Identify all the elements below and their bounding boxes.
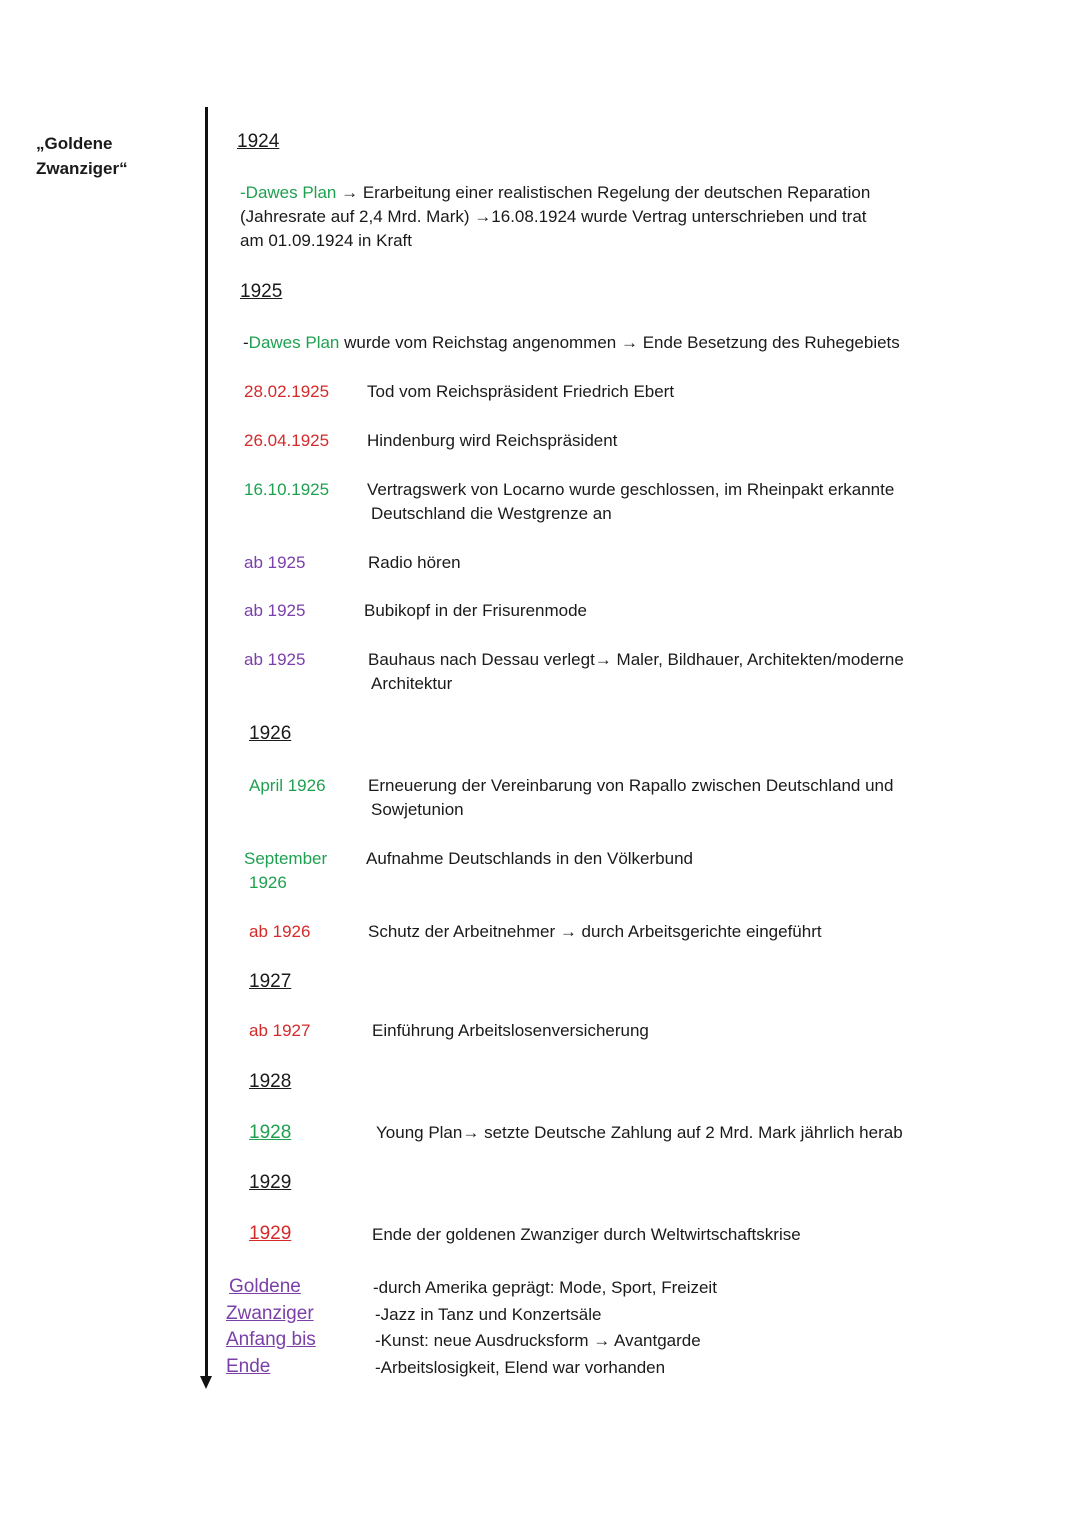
entry-date: ab 1926 bbox=[249, 922, 311, 941]
entry-date: September bbox=[244, 849, 328, 868]
entry-1925-dawes-text: wurde vom Reichstag angenommen → Ende Besetzung des Ruhegebiets bbox=[339, 333, 900, 352]
entry-text: Tod vom Reichspräsident Friedrich Ebert bbox=[367, 382, 675, 401]
dawes-plan-label: -Dawes Plan bbox=[240, 183, 337, 202]
summary-label-line: Anfang bis bbox=[226, 1329, 316, 1350]
entry-date: ab 1925 bbox=[244, 650, 306, 669]
entry-text: Erneuerung der Vereinbarung von Rapallo zwischen Deutschland und bbox=[368, 776, 894, 795]
entry-date: 26.04.1925 bbox=[244, 431, 330, 450]
year-heading-1924: 1924 bbox=[237, 131, 280, 152]
year-heading-1928: 1928 bbox=[249, 1071, 292, 1092]
entry-dash: - bbox=[243, 333, 249, 352]
timeline-arrow-down-icon bbox=[200, 1376, 212, 1389]
entry-text: Schutz der Arbeitnehmer → durch Arbeitsgerichte eingeführt bbox=[368, 922, 822, 941]
entry-text: Deutschland die Westgrenze an bbox=[371, 504, 612, 523]
entry-text: Bauhaus nach Dessau verlegt→ Maler, Bildhauer, Architekten/moderne bbox=[368, 650, 904, 669]
summary-item: -Jazz in Tanz und Konzertsäle bbox=[375, 1305, 602, 1324]
entry-date: 1929 bbox=[249, 1223, 292, 1244]
entry-1924-line-3: am 01.09.1924 in Kraft bbox=[240, 231, 413, 250]
page-title bbox=[36, 131, 156, 181]
summary-label-line: Zwanziger bbox=[226, 1303, 314, 1324]
summary-item: -durch Amerika geprägt: Mode, Sport, Freizeit bbox=[373, 1278, 717, 1297]
entry-text: Aufnahme Deutschlands in den Völkerbund bbox=[366, 849, 693, 868]
entry-date: ab 1925 bbox=[244, 553, 306, 572]
entry-text: Einführung Arbeitslosenversicherung bbox=[372, 1021, 649, 1040]
entry-text: Hindenburg wird Reichspräsident bbox=[367, 431, 618, 450]
entry-1924-line-1 bbox=[240, 181, 870, 205]
entry-text: Bubikopf in der Frisurenmode bbox=[364, 601, 588, 620]
entry-1925-dawes bbox=[243, 331, 900, 355]
entry-1924-text: → Erarbeitung einer realistischen Regelung der deutschen Reparation bbox=[336, 183, 871, 202]
summary-label-line: Goldene bbox=[229, 1276, 301, 1297]
timeline-line bbox=[205, 107, 208, 1379]
entry-text: Sowjetunion bbox=[371, 800, 464, 819]
entry-date: 1928 bbox=[249, 1122, 292, 1143]
entry-text: Radio hören bbox=[368, 553, 461, 572]
entry-date: 1926 bbox=[249, 873, 287, 892]
entry-1924-line-2: (Jahresrate auf 2,4 Mrd. Mark) →16.08.1924 wurde Vertrag unterschrieben und trat bbox=[240, 207, 867, 226]
year-heading-1929: 1929 bbox=[249, 1172, 292, 1193]
title-line-2: Zwanziger“ bbox=[36, 159, 128, 178]
entry-date: ab 1927 bbox=[249, 1021, 311, 1040]
summary-label-line: Ende bbox=[226, 1356, 271, 1377]
entry-date: 16.10.1925 bbox=[244, 480, 330, 499]
year-heading-1925: 1925 bbox=[240, 281, 283, 302]
entry-text: Young Plan→ setzte Deutsche Zahlung auf 2 Mrd. Mark jährlich herab bbox=[376, 1123, 903, 1142]
summary-item: -Kunst: neue Ausdrucksform → Avantgarde bbox=[375, 1331, 701, 1350]
year-heading-1927: 1927 bbox=[249, 971, 292, 992]
entry-text: Ende der goldenen Zwanziger durch Weltwirtschaftskrise bbox=[372, 1225, 801, 1244]
title-line-1: „Goldene bbox=[36, 134, 113, 153]
dawes-plan-label: Dawes Plan bbox=[248, 333, 340, 352]
year-heading-1926: 1926 bbox=[249, 723, 292, 744]
entry-date: ab 1925 bbox=[244, 601, 306, 620]
entry-date: 28.02.1925 bbox=[244, 382, 330, 401]
entry-date: April 1926 bbox=[249, 776, 326, 795]
entry-text: Vertragswerk von Locarno wurde geschlossen, im Rheinpakt erkannte bbox=[367, 480, 895, 499]
summary-item: -Arbeitslosigkeit, Elend war vorhanden bbox=[375, 1358, 666, 1377]
entry-text: Architektur bbox=[371, 674, 453, 693]
